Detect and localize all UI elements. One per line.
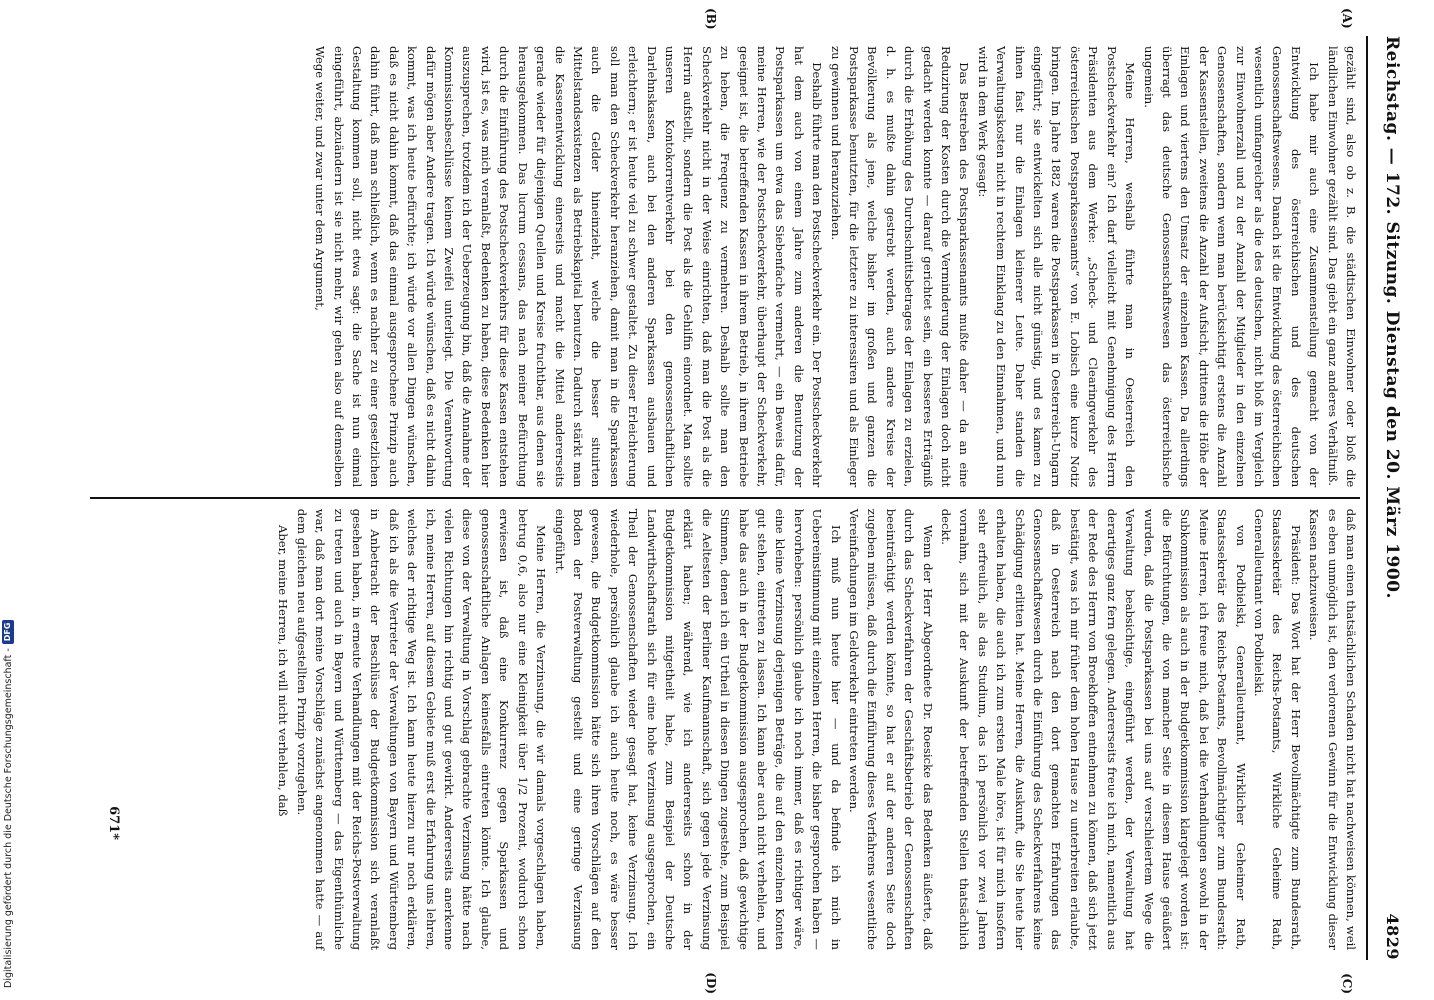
paragraph: von Podbielski, Generalleutnant, Wirklicher Geheimer Rath, Staatssekretär des Reichs-Postamts, Bevollmächtigter zum Bundesrath: Meine Herren, ich freue mich, daß bei die Verhandlungen sowohl in der Subkommission als auch in der Budgetkommission klargelegt worden ist: die Befürchtungen, die von mancher Seite in diesem Hause geäußert wurden, daß die Postsparkassen bei uns auf verschleiertem Wege die Verwaltung beabsichtige, eingeführt werden, der Verwaltung hat derartiges ganz fern gelegen. Andererseits freue ich mich, namentlich aus der Rede des Herrn von Broekhoffen entnehmen zu können, daß sich jetzt bestätigt, was ich mir früher dem hohen Hause zu unterbreiten erlaubte, daß in Oesterreich nach den dort gemachten Erfahrungen das Genossenschaftswesen durch die Einführung des Scheckverfahrens keine Schädigung erlitten hat. Meine Herren, die Auskunft, die Sie heute hier erhalten haben, die auch ich zum ersten Male höre, ist für mich insofern sehr erfreulich, als das Studium, das ich persönlich vor zwei Jahren vornahm, sich mit der Auskunft der betreffenden Stellen thatsächlich deckt. bbox=[939, 508, 1248, 950]
running-title: Reichstag. — 172. Sitzung. Dienstag den 20. März 1900. bbox=[1382, 36, 1402, 599]
paragraph: daß man einen thatsächlichen Schaden nicht hat nachweisen können, weil es eben unmöglich ist, den verlorenen Gewinn für die Entwicklung dieser Kassen nachzuweisen. bbox=[1307, 508, 1358, 950]
paragraph: Aber, meine Herren, ich will nicht verhehlen, daß bbox=[276, 524, 291, 817]
left-column bbox=[90, 8, 1360, 497]
paragraph: Ich muß nun heute hier — und da befinde ich mich in Uebereinstimmung mit einzelnen Herren, die bisher gesprochen haben — hervorheben: persönlich glaube ich noch immer, daß es richtiger wäre, eine kleine Verzinsung derjenigen Beträge, die auf den einzelnen Konten gut stehen, eintreten zu lassen. Ich kann aber auch nicht verhehlen, und habe das auch in der Budgetkommission ausgesprochen, daß gewichtige Stimmen, denen ich ein Urtheil in diesen Dingen zugestehe, zum Beispiel die Aeltesten der Berliner Kaufmannschaft, sich gegen jede Verzinsung erklärt haben; während, wie ich andererseits schon in der Budgetkommission mitgetheilt habe, zum Beispiel der Deutsche Landwirthschaftsrath sich für eine hohe Verzinsung ausgesprochen, ein Theil der Genossenschaften wieder gesagt hat, keine Verzinsung. Ich wiederhole, persönlich glaube ich auch heute noch, es wäre besser gewesen, die Budgetkommission hätte sich ihren Vorschlägen auf den Boden der Postverwaltung gestellt und eine geringe Verzinsung eingeführt. bbox=[552, 508, 843, 950]
margin-marker-d: (D) bbox=[704, 972, 718, 994]
paragraph: Deshalb führte man den Postscheckverkehr ein. Der Postscheckverkehr hat dem auch von einem Jahre zum anderen die Benutzung der Postsparkassen um etwa das Siebenfache vermehrt, — ein Beweis dafür, meine Herren, wie der Postscheckverkehr, überhaupt der Scheckverkehr, geeignet ist, die betreffenden Kassen in ihrem Betrieb, in ihrem Betriebe zu heben, die Frequenz zu vermehren. Deshalb sollte man den Scheckverkehr nicht in der Weise einrichten, daß man die Post als die Herrin aufstellt, sondern die Post als die Gehilfin einordnet. Man sollte unseren Kontokorrentverkehr bei den genossenschaftlichen Darlehnskassen, auch bei den anderen Sparkassen ausbauen und erleichtern; er ist heute viel zu schwer gestaltet. Zu dieser Erleichterung soll man den Scheckverkehr heranziehen, damit man in die Sparkassen auch die Gelder hineinzieht, welche die besser situirten Mittelstandsexistenzen als Betriebskapital benutzen. Dadurch stärkt man die Kassenentwicklung einerseits und macht die Mittel andererseits gerade wieder für diejenigen Quellen und Kreise fruchtbar, aus denen sie herausgekommen. Das lucrum cessans, das nach meiner Befürchtung durch die Einführung des Postscheckverkehrs für diese Kassen entstehen wird, ist es, was mich veranlaßt, Bedenken zu haben, diese Bedenken hier auszusprechen, trotzdem ich der Ueberzeugung bin, daß die Annahme der Kommissionsbeschlüsse keinem Zweifel unterliegt. Die Verantwortung dafür mögen aber Andere tragen. Ich würde wünschen, daß es nicht dahin kommt, was ich heute befürchte; ich würde vor allen Dingen wünschen, daß es nicht dahin kommt, daß das einmal ausgesprochene Prinzip auch dahin führt, daß man schließlich, wenn es nachher zu einer gesetzlichen Gestaltung kommen soll, nicht etwa sagt: die Sache ist nun einmal eingeführt, abzuändern ist sie nicht mehr, wir gehen also auf demselben Wege weiter, und zwar unter dem Argument, bbox=[313, 46, 825, 488]
margin-marker-a: (A) bbox=[1340, 8, 1354, 29]
paragraph: Ich habe mir auch eine Zusammenstellung gemacht von der Entwicklung des österreichischen und des deutschen Genossenschaftswesens. Danach ist die Entwicklung des österreichischen wesentlich umfangreicher als die des deutschen, nicht bloß im Vergleich zur Einwohnerzahl und zu der Anzahl der Mitglieder in den einzelnen Genossenschaften, sondern wenn man berücksichtigt erstens die Anzahl der Kassenstellen, zweitens die Anzahl der Aufsicht, drittens die Höhe der Einlagen und viertens den Umsatz der einzelnen Kassen. Da allerdings überragt das deutsche Genossenschaftswesen das österreichische ungemein. bbox=[1141, 46, 1322, 488]
header-rule bbox=[1366, 36, 1368, 960]
right-column bbox=[90, 499, 1360, 994]
signature-mark: 671* bbox=[106, 806, 122, 840]
dfg-logo: DFG bbox=[2, 620, 14, 645]
paragraph: gezählt sind, also ob z. B. die städtischen Einwohner oder bloß die ländlichen Einwohner gezählt sind. Das giebt ein ganz anderes Verhältniß. bbox=[1325, 46, 1358, 488]
digitization-footer bbox=[0, 0, 16, 1000]
page-body bbox=[90, 8, 1360, 994]
paragraph: Meine Herren, weshalb führte man in Oesterreich den Postscheckverkehr ein? Ich darf vielleicht mit Genehmigung des Herrn Präsidenten aus dem Werke: „Scheck- und Clearingverkehr des österreichischen Postsparkassenamts“ von E. Lobisch eine kurze Notiz bringen. Im Jahre 1882 waren die Postsparkassen in Oesterreich-Ungarn eingeführt; sie entwickelten sich alle nicht günstig, und es kamen zu ihnen fast nur die Einlagen kleinerer Leute. Daher standen die Verwaltungskosten nicht in rechtem Einklang zu den Einnahmen, und nun wird in dem Werk gesagt: bbox=[975, 46, 1138, 488]
footer-text: Digitalisierung gefördert durch die Deutsche Forschungsgemeinschaft - bbox=[2, 648, 14, 988]
paragraph: Das Bestreben des Postsparkassenamts mußte daher — da an eine Reduzirung der Kosten durch die Verminderung der Einlagen doch nicht gedacht werden konnte — darauf gerichtet sein, ein besseres Erträgniß durch die Erhöhung des Durchschnittsbetrages der Einlagen zu erzielen, d. h. es mußte dahin gestrebt werden, auch andere Kreise der Bevölkerung als jene, welche bisher im großen und ganzen die Postsparkasse benutzten, für die letztere zu interessiren und als Einleger zu gewinnen und heranzuziehen. bbox=[828, 46, 972, 488]
paragraph: Präsident: Das Wort hat der Herr Bevollmächtigte zum Bundesrath, Staatssekretär des Reichs-Postamts, Wirkliche Geheime Rath, Generalleutnant von Podbielski. bbox=[1251, 508, 1303, 950]
paragraph: Meine Herren, die Verzinsung, die wir damals vorgeschlagen haben, betrug 0,6, also nur eine Kleinigkeit über 1/2 Prozent, wodurch schon erwiesen ist, daß eine Konkurrenz gegen Sparkassen und genossenschaftliche Anlagen keinesfalls eintreten könnte. Ich glaube, diese von der Verwaltung in Vorschlag gebrachte Verzinsung hätte nach vielen Richtungen hin richtig und gut gewirkt. Andererseits anerkenne ich, meine Herren, auf diesem Gebiete muß erst die Erfahrung uns lehren, welches der richtige Weg ist. Ich kann heute hierzu nur noch erklären, daß ich als die Vertreter der Verwaltungen von Bayern und Württemberg in Anbetracht der Beschlüsse der Budgetkommission sich veranlaßt gesehen haben, in erneute Verhandlungen mit der Reichs-Postverwaltung zu treten und auch in Bayern und Württemberg — das Eigenthümliche war, daß man dort meine Vorschläge zunächst angenommen hatte — auf dem gleichen neu aufgestellten Prinzip vorzugehen. bbox=[294, 508, 549, 950]
rotated-page bbox=[20, 0, 1420, 1000]
page-header bbox=[1368, 36, 1402, 960]
margin-marker-b: (B) bbox=[704, 8, 718, 30]
margin-marker-c: (C) bbox=[1340, 973, 1354, 994]
paragraph: Wenn der Herr Abgeordnete Dr. Roesicke das Bedenken äußerte, daß durch das Scheckverfahren der Geschäftsbetrieb der Genossenschaften beeinträchtigt werden könnte, so hat er auf der anderen Seite doch zugeben müssen, daß durch die Einführung dieses Verfahrens wesentliche Vereinfachungen im Geldverkehr eintreten werden. bbox=[847, 508, 935, 950]
page-number: 4829 bbox=[1383, 913, 1402, 960]
